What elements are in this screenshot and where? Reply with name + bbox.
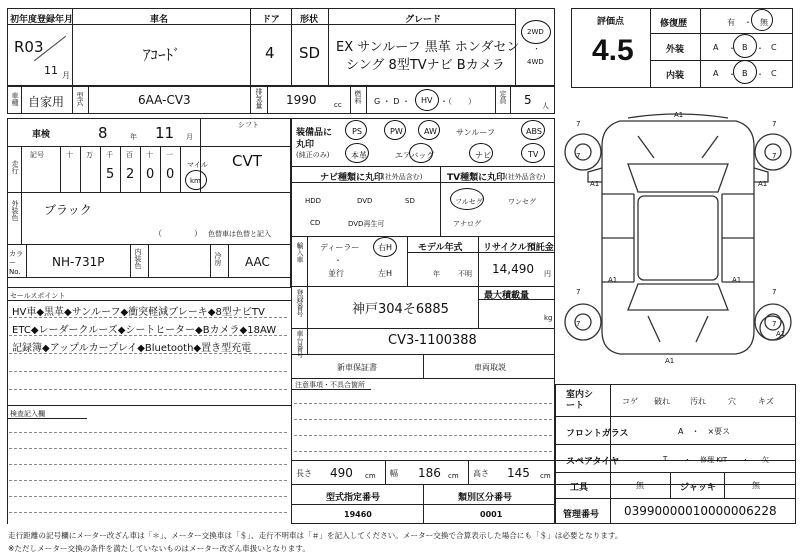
tv-sub: (社外品含む) <box>505 173 546 181</box>
shape-label: 形状 <box>300 15 319 25</box>
navi-cd: CD <box>310 219 321 227</box>
interior-circle <box>733 60 757 84</box>
tv-title: TV種類に丸印 <box>447 173 506 183</box>
fuel-hv: HV <box>421 96 433 105</box>
mark-a1-front: A1 <box>674 111 684 119</box>
exterior-label: 外装 <box>666 45 685 55</box>
interior-label: 内装 <box>666 71 685 81</box>
mark-a1-rear-corner: A1 <box>776 330 786 338</box>
length-unit: cm <box>365 472 376 480</box>
colorno-label: カラーNo. <box>9 250 23 276</box>
int-c: C <box>771 69 777 78</box>
manual-label: 車両取説 <box>474 363 506 372</box>
km-circle <box>185 170 207 190</box>
ext-c: C <box>771 43 777 52</box>
equip-ps: PS <box>352 127 362 136</box>
length-label: 長さ <box>296 469 312 478</box>
mark-seven-1: 7 <box>576 120 581 128</box>
model-year-unit: 年 <box>433 270 440 278</box>
equip-ps-circle <box>345 120 367 140</box>
fuel-paren: ・（ ） <box>440 97 476 106</box>
fuel-label: 燃料 <box>354 90 362 104</box>
model: 6AA-CV3 <box>138 93 191 107</box>
mark-a1-right-rear: A1 <box>732 276 742 284</box>
navi-sub: (社外品含む) <box>382 173 423 181</box>
tv-fullseg-circle <box>450 188 484 210</box>
tv-analog: アナログ <box>453 220 481 228</box>
equip-leather: 本革 <box>351 151 367 160</box>
tools-label: 工具 <box>570 483 589 493</box>
equip-airbag-circle <box>409 143 433 163</box>
spare-dot2: ・ <box>742 456 749 464</box>
class-no-label: 類別区分番号 <box>458 493 513 503</box>
navi-hdd: HDD <box>305 197 322 205</box>
interior-color-label: 内装色 <box>134 248 142 269</box>
spare-dot1: ・ <box>684 456 691 464</box>
mark-seven-8: 7 <box>772 320 777 328</box>
import-dealer: ディーラー <box>320 243 360 252</box>
navi-title: ナビ種類に丸印 <box>320 173 384 183</box>
score-value: 4.5 <box>592 34 634 67</box>
class-no: 0001 <box>480 510 503 519</box>
grade-label: グレード <box>405 15 442 25</box>
seat-opt-3: 汚れ <box>690 397 706 406</box>
equip-sunroof: サンルーフ <box>456 128 495 137</box>
chassis-value: CV3-1100388 <box>388 333 477 348</box>
shape: SD <box>299 44 321 62</box>
repair-opt-yes: 有 <box>727 18 735 27</box>
equip-abs: ABS <box>526 127 542 136</box>
tv-fullseg: フルセグ <box>455 198 483 206</box>
spare-label: スペアタイヤ <box>566 457 620 467</box>
mark-a1-left-rear: A1 <box>608 276 618 284</box>
int-dot1: ・ <box>728 70 736 79</box>
mgmt-value: 03990000010000006228 <box>624 504 777 518</box>
colorno: NH-731P <box>52 255 105 269</box>
height: 145 <box>507 466 530 480</box>
type-no: 19460 <box>344 510 372 519</box>
mark-a1-left-front: A1 <box>590 180 600 188</box>
equip-aw: AW <box>424 127 437 136</box>
equip-leather-circle <box>345 143 369 163</box>
mark-seven-3: 7 <box>576 152 581 160</box>
glass-label: フロントガラス <box>566 429 629 439</box>
shift: CVT <box>232 152 262 170</box>
spare-kit: 修理 KIT <box>700 456 728 464</box>
seat-opt-2: 破れ <box>654 397 670 406</box>
repair-opt-dot: ・ <box>744 18 752 27</box>
seats-label: 定員 <box>499 90 507 104</box>
disp-label: 排気量 <box>255 88 263 109</box>
inspection-year: 8 <box>98 124 108 142</box>
grade-line2: シング 8型TVナビ Bカメラ <box>346 58 505 73</box>
drive-2wd: 2WD <box>527 28 544 36</box>
warranty-label: 新車保証書 <box>337 363 377 372</box>
digit-label-4: 百 <box>126 151 133 159</box>
fuel-hv-circle <box>415 89 439 111</box>
mark-seven-5: 7 <box>576 288 581 296</box>
mileage-unit: km <box>190 177 201 185</box>
mark-seven-6: 7 <box>772 288 777 296</box>
mileage-digit-3: 0 <box>146 167 155 182</box>
repair-label: 修復歴 <box>660 19 688 29</box>
width-label: 幅 <box>390 469 398 478</box>
seat-opt-1: コゲ <box>622 397 638 406</box>
mark-seven-7: 7 <box>576 320 581 328</box>
repair-opt-no: 無 <box>760 18 768 27</box>
ext-b: B <box>742 43 748 52</box>
digit-label-2: 万 <box>86 151 93 159</box>
ext-dot1: ・ <box>728 44 736 53</box>
model-year-label: モデル年式 <box>418 243 463 253</box>
car-name: ｱｺｰﾄﾞ <box>143 46 181 64</box>
equip-airbag: エアバッグ <box>395 151 435 160</box>
car-name-label: 車名 <box>150 15 169 25</box>
drive-4wd: 4WD <box>527 58 544 66</box>
height-label: 高さ <box>473 469 489 478</box>
mark-a1-right-front: A1 <box>758 180 768 188</box>
disp: 1990 <box>286 93 317 107</box>
spare-missing: 欠 <box>762 456 769 464</box>
int-b: B <box>742 69 748 78</box>
recycle-unit: 円 <box>544 270 551 278</box>
equip-label-3: (純正のみ) <box>296 151 330 159</box>
digit-label-3: 千 <box>106 151 113 159</box>
mileage-digit-1: 5 <box>106 167 115 182</box>
import-label: 輸入車 <box>296 242 304 263</box>
type-no-label: 型式指定番号 <box>326 493 381 503</box>
import-lh: 左H <box>378 269 393 278</box>
jack-value: 無 <box>752 481 760 490</box>
doors-label: ドア <box>262 15 280 25</box>
jack-label: ジャッキ <box>680 483 716 493</box>
plate-label: 登録番号 <box>296 289 304 317</box>
digit-label-6: 一 <box>166 151 173 159</box>
equip-navi-circle <box>469 143 493 163</box>
score-label: 評価点 <box>597 17 625 27</box>
equip-label-2: 丸印 <box>296 140 315 150</box>
usage: 自家用 <box>28 95 65 109</box>
navi-dvd: DVD <box>357 197 373 205</box>
disp-unit: cc <box>334 101 342 109</box>
usage-label: 車種 <box>11 92 19 106</box>
width-unit: cm <box>448 472 459 480</box>
int-dot2: ・ <box>756 70 764 79</box>
mileage-label: 走行 <box>11 160 19 174</box>
inspection-label: 車検 <box>32 130 51 140</box>
grade-line1: EX サンルーフ 黒革 ホンダセン <box>336 40 520 55</box>
first-reg-month: 11 <box>44 64 58 77</box>
inspection-month-unit: 月 <box>186 133 193 141</box>
ext-a: A <box>713 43 719 52</box>
equip-pw-circle <box>384 120 406 140</box>
sales-label: セールスポイント <box>10 292 66 300</box>
chassis-label: 車台番号 <box>296 330 304 358</box>
footer-note-1: 走行距離の記号欄にメーター改ざん車は「＊」、メーター交換車は「＄」、走行不明車は「＃」を記入してください。メーター交換で合算表示した場合にも「＄」は必要となります。 <box>8 531 623 540</box>
model-label: 型式 <box>76 92 84 106</box>
equip-tv-circle <box>521 143 545 163</box>
seats-unit: 人 <box>542 102 549 110</box>
mgmt-label: 管理番号 <box>563 510 600 520</box>
model-year-unknown: 不明 <box>458 270 472 278</box>
equip-pw: PW <box>390 127 403 136</box>
footer-note-2: ※ただしメーター交換の条件を満たしていないものはメーター改ざん車扱いとなります。 <box>8 544 310 553</box>
seat-label: 室内シート <box>566 390 594 411</box>
import-rh: 右H <box>378 243 393 252</box>
mark-seven-2: 7 <box>772 120 777 128</box>
tv-oneseg: ワンセグ <box>508 198 536 206</box>
sales-line-3: 記録簿◆アップルカープレイ◆Bluetooth◆置き型充電 <box>12 343 252 354</box>
inspector-label: 検査記入欄 <box>10 410 45 418</box>
doors: 4 <box>265 44 275 62</box>
tools-value: 無 <box>636 481 644 490</box>
navi-sd: SD <box>405 197 415 205</box>
drive-dot: ・ <box>533 45 540 53</box>
navi-dvdplay: DVD再生可 <box>348 220 385 228</box>
color-label: 外装色 <box>11 200 19 221</box>
plate-value: 神戸304そ6885 <box>352 302 449 317</box>
seat-opt-4: 穴 <box>728 397 736 406</box>
sales-line-1: HV車◆黒革◆サンルーフ◆衝突軽減ブレーキ◆8型ナビTV <box>12 307 265 318</box>
color-note: 色替車は色替と記入 <box>208 230 271 238</box>
ac-label: 冷房 <box>214 252 222 266</box>
width: 186 <box>418 466 441 480</box>
load-label: 最大積載量 <box>484 291 530 301</box>
mileage-digit-4: 0 <box>166 167 175 182</box>
mileage-unit-label: マイル <box>187 161 208 169</box>
first-reg-month-unit: 月 <box>62 71 70 80</box>
mileage-digit-2: 2 <box>126 167 135 182</box>
color-paren: （ ） <box>154 229 202 238</box>
import-rh-circle <box>373 237 397 257</box>
spare-t: T <box>663 455 668 463</box>
ext-dot2: ・ <box>756 44 764 53</box>
first-reg-label: 初年度登録年月 <box>10 15 74 25</box>
exterior-circle <box>733 34 757 58</box>
int-a: A <box>713 69 719 78</box>
first-reg-era: R03 <box>14 38 44 56</box>
mark-a1-rear: A1 <box>665 357 675 365</box>
equip-aw-circle <box>418 120 440 140</box>
digit-label-5: 十 <box>146 151 153 159</box>
recycle-label: リサイクル預託金 <box>483 243 554 253</box>
seat-opt-5: キズ <box>758 397 774 406</box>
mileage-sym-label: 記号 <box>30 151 44 159</box>
repair-circle <box>751 9 773 31</box>
sales-line-2: ETC◆レーダークルーズ◆シートヒーター◆Bカメラ◆18AW <box>12 325 277 336</box>
height-unit: cm <box>540 472 551 480</box>
equip-label-1: 装備品に <box>296 128 333 138</box>
seats: 5 <box>524 93 532 107</box>
equip-navi: ナビ <box>475 151 491 160</box>
digit-label-1: 十 <box>66 151 73 159</box>
length: 490 <box>330 466 353 480</box>
equip-tv: TV <box>528 150 539 159</box>
inspection-year-unit: 年 <box>130 133 137 141</box>
load-unit: kg <box>544 314 553 322</box>
inspection-month: 11 <box>155 124 175 142</box>
car-damage-diagram <box>558 96 798 376</box>
mark-seven-4: 7 <box>772 152 777 160</box>
glass-opts: A ・ ×要ス <box>678 427 731 436</box>
import-parallel: 並行 <box>328 269 344 278</box>
ac: AAC <box>245 255 270 269</box>
shift-label: シフト <box>238 121 259 129</box>
color-value: ブラック <box>44 203 92 217</box>
recycle-value: 14,490 <box>492 262 534 276</box>
equip-abs-circle <box>521 120 545 140</box>
import-dot: ・ <box>334 256 342 265</box>
fuel-opts: G ・ D ・ <box>374 97 410 106</box>
notes-label: 注意事項・不具合箇所 <box>295 381 365 389</box>
